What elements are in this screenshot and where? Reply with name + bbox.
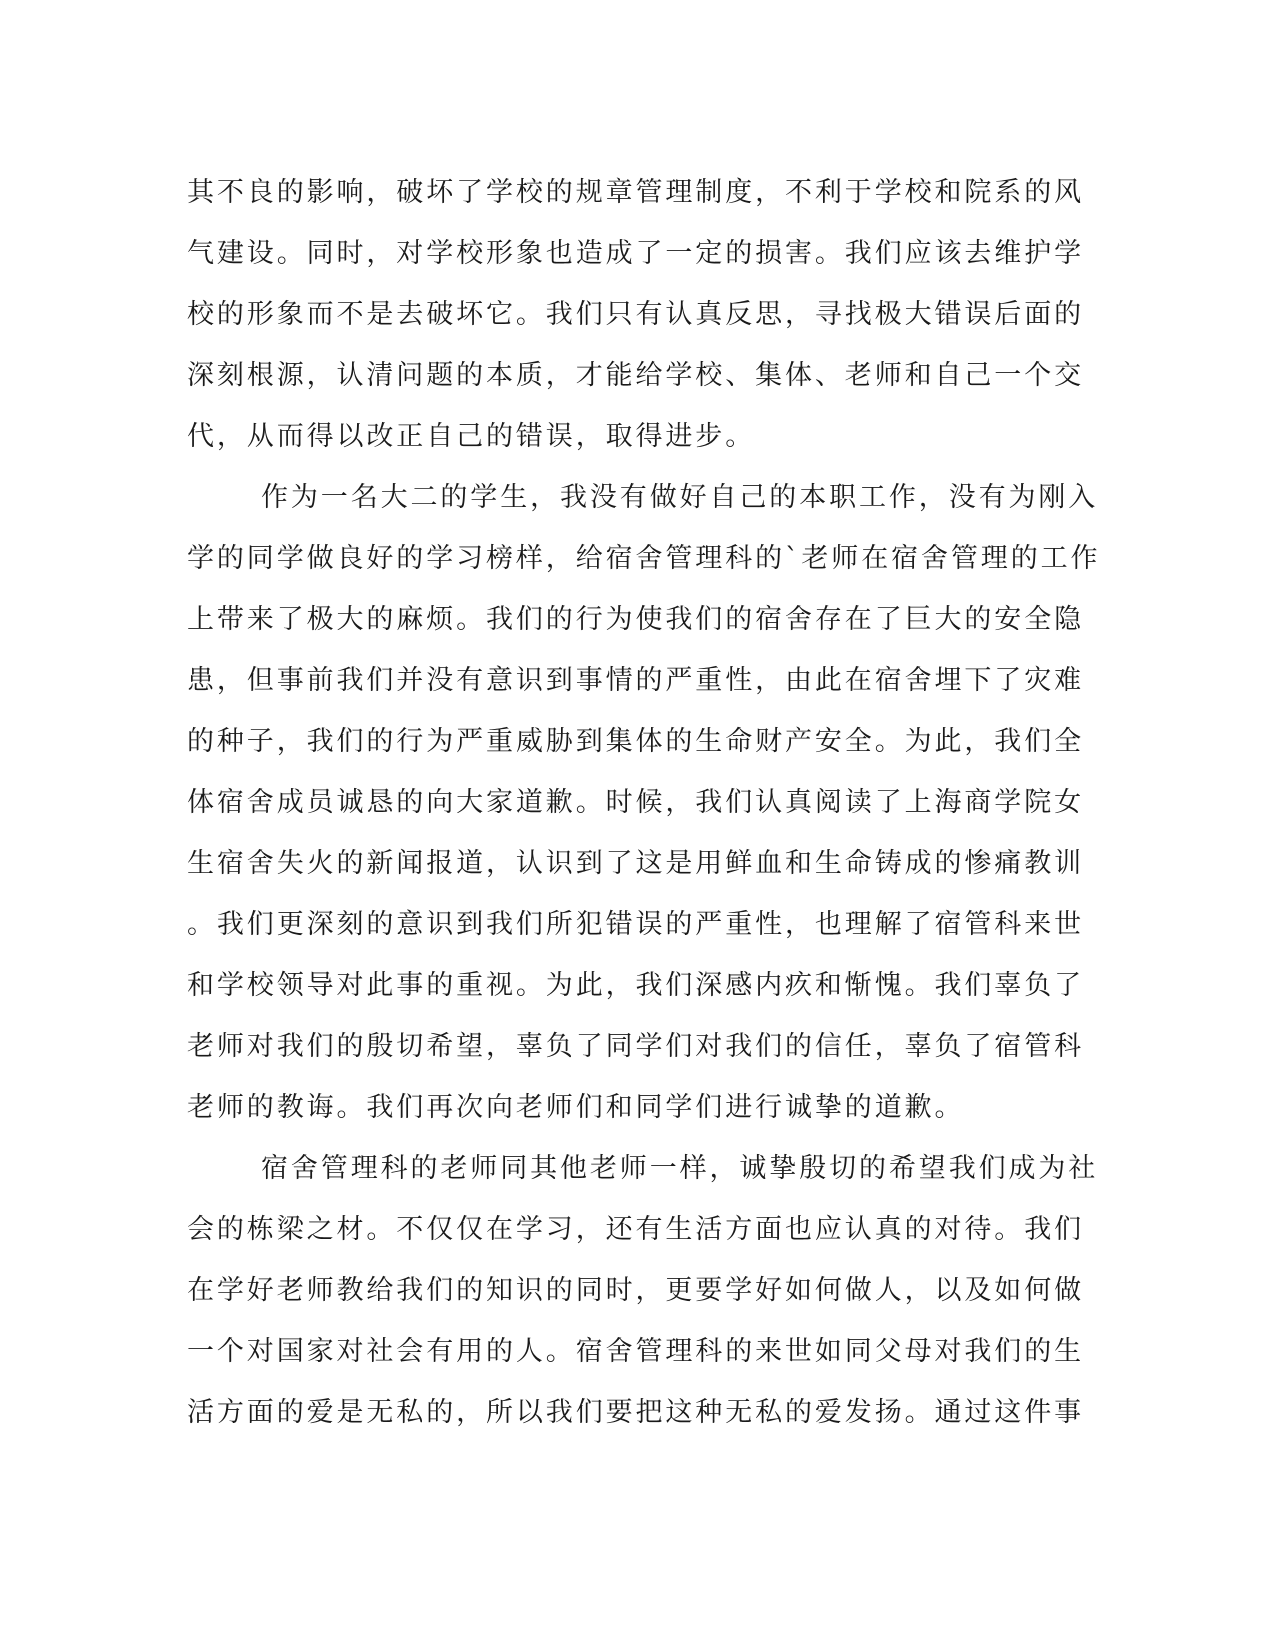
text-line: 活方面的爱是无私的，所以我们要把这种无私的爱发扬。通过这件事 xyxy=(187,1397,1084,1428)
text-line: 气建设。同时，对学校形象也造成了一定的损害。我们应该去维护学 xyxy=(187,238,1084,269)
text-line: 其不良的影响，破坏了学校的规章管理制度，不利于学校和院系的风 xyxy=(187,177,1084,208)
text-line: 宿舍管理科的老师同其他老师一样，诚挚殷切的希望我们成为社 xyxy=(261,1153,1099,1184)
text-line: 患，但事前我们并没有意识到事情的严重性，由此在宿舍埋下了灾难 xyxy=(187,665,1084,696)
text-line: 学的同学做良好的学习榜样，给宿舍管理科的`老师在宿舍管理的工作 xyxy=(187,543,1101,574)
text-line: 一个对国家对社会有用的人。宿舍管理科的来世如同父母对我们的生 xyxy=(187,1336,1084,1367)
text-line: 上带来了极大的麻烦。我们的行为使我们的宿舍存在了巨大的安全隐 xyxy=(187,604,1084,635)
paragraph-2 xyxy=(187,467,1101,1138)
text-line: 。我们更深刻的意识到我们所犯错误的严重性，也理解了宿管科来世 xyxy=(187,909,1084,940)
text-line: 在学好老师教给我们的知识的同时，更要学好如何做人，以及如何做 xyxy=(187,1275,1084,1306)
text-line: 生宿舍失火的新闻报道，认识到了这是用鲜血和生命铸成的惨痛教训 xyxy=(187,848,1084,879)
document-body xyxy=(187,162,1101,1443)
text-line: 老师对我们的殷切希望，辜负了同学们对我们的信任，辜负了宿管科 xyxy=(187,1031,1084,1062)
paragraph-1 xyxy=(187,162,1087,467)
text-line: 的种子，我们的行为严重威胁到集体的生命财产安全。为此，我们全 xyxy=(187,726,1084,757)
text-line: 代，从而得以改正自己的错误，取得进步。 xyxy=(187,421,756,452)
text-line: 深刻根源，认清问题的本质，才能给学校、集体、老师和自己一个交 xyxy=(187,360,1084,391)
text-line: 和学校领导对此事的重视。为此，我们深感内疚和惭愧。我们辜负了 xyxy=(187,970,1084,1001)
text-line: 会的栋梁之材。不仅仅在学习，还有生活方面也应认真的对待。我们 xyxy=(187,1214,1084,1245)
paragraph-3 xyxy=(187,1138,1099,1443)
text-line: 体宿舍成员诚恳的向大家道歉。时候，我们认真阅读了上海商学院女 xyxy=(187,787,1084,818)
text-line: 校的形象而不是去破坏它。我们只有认真反思，寻找极大错误后面的 xyxy=(187,299,1084,330)
text-line: 作为一名大二的学生，我没有做好自己的本职工作，没有为刚入 xyxy=(261,482,1099,513)
text-line: 老师的教诲。我们再次向老师们和同学们进行诚挚的道歉。 xyxy=(187,1092,965,1123)
